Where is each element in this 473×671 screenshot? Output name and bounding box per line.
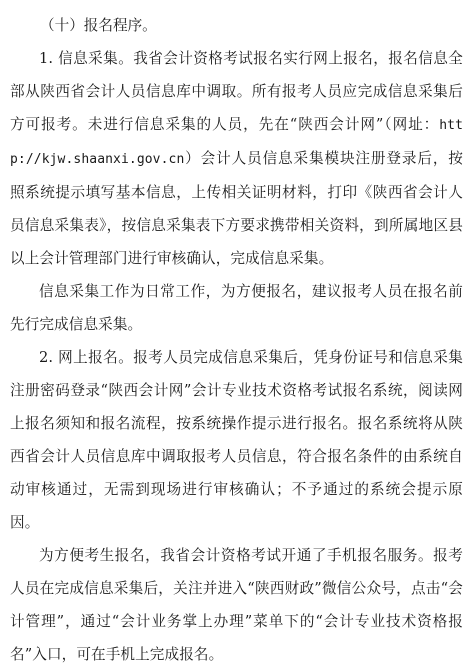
section-heading: （十）报名程序。 (40, 17, 157, 34)
paragraph-mobile-registration: 为方便考生报名，我省会计资格考试开通了手机报名服务。报考人员在完成信息采集后，关注并进入“陕西财政”微信公众号，点击“会计管理”，通过“会计业务掌上办理”菜单下的“会计专业技术资格报名”入口，可在手机上完成报名。 (10, 547, 463, 663)
paragraph-collection-advice: 信息采集工作为日常工作，为方便报名，建议报考人员在报名前先行完成信息采集。 (10, 283, 463, 333)
paragraph-online-registration: 2. 网上报名。报考人员完成信息采集后，凭身份证号和信息采集注册密码登录“陕西会计网”会计专业技术资格考试报名系统，阅读网上报名须知和报名流程，按系统操作提示进行报名。报名系统将从陕西省会计人员信息库中调取报考人员信息，符合报名条件的由系统自动审核通过，无需到现场进行审核确认；不予通过的系统会提示原因。 (10, 349, 463, 531)
paragraph-text: ）会计人员信息采集模块注册登录后，按照系统提示填写基本信息，上传相关证明材料，打印《陕西省会计人员信息采集表》，按信息采集表下方要求携带相关资料，到所属地区县以上会计管理部门进行审核确认，完成信息采集。 (10, 150, 463, 267)
paragraph-information-collection (10, 42, 463, 275)
website-url-link[interactable]: http://kjw.shaanxi.gov.cn (10, 118, 463, 167)
paragraph-text: 1. 信息采集。我省会计资格考试报名实行网上报名，报名信息全部从陕西省会计人员信息库中调取。所有报考人员应完成信息采集后方可报考。未进行信息采集的人员，先在“陕西会计网”（网址： (10, 50, 463, 133)
